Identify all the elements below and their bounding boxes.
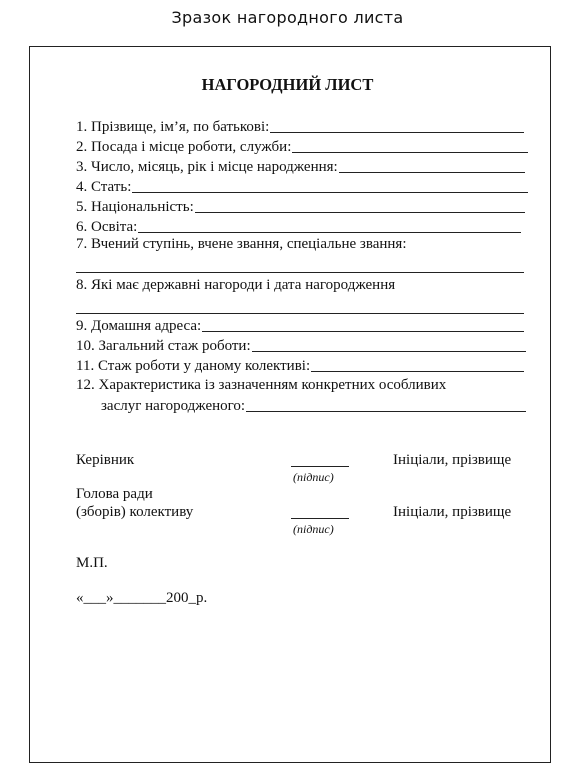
council-label-line2: (зборів) колективу	[76, 504, 194, 520]
field-line-total-experience[interactable]	[252, 351, 526, 352]
field-label-full-name: 1. Прізвище, ім’я, по батькові:	[76, 119, 270, 135]
field-line-academic-degree[interactable]	[76, 272, 524, 273]
field-label-collective-experience: 11. Стаж роботи у даному колективі:	[76, 358, 311, 374]
field-label-education: 6. Освіта:	[76, 219, 138, 235]
field-merits[interactable]	[101, 397, 526, 415]
field-label-total-experience: 10. Загальний стаж роботи:	[76, 338, 251, 354]
field-line-state-awards[interactable]	[76, 313, 524, 314]
field-nationality[interactable]	[76, 198, 525, 216]
field-label-gender: 4. Стать:	[76, 179, 132, 195]
head-initials-label: Ініціали, прізвище	[393, 452, 512, 468]
field-full-name[interactable]	[76, 118, 524, 136]
council-initials-label: Ініціали, прізвище	[393, 504, 512, 520]
field-label-position: 2. Посада і місце роботи, служби:	[76, 139, 292, 155]
document-title: НАГОРОДНИЙ ЛИСТ	[201, 75, 374, 94]
field-label-academic-degree: 7. Вчений ступінь, вчене звання, спеціальне звання:	[76, 236, 407, 252]
field-label-nationality: 5. Національність:	[76, 199, 194, 215]
field-line-full-name[interactable]	[270, 132, 524, 133]
council-signature-hint: (підпис)	[293, 522, 334, 536]
field-label-home-address: 9. Домашня адреса:	[76, 318, 202, 334]
field-home-address[interactable]	[76, 317, 524, 335]
head-signature-line[interactable]	[291, 466, 349, 467]
stamp-placeholder: М.П.	[76, 555, 108, 571]
field-collective-experience[interactable]	[76, 357, 524, 375]
field-label-characteristics: 12. Характеристика із зазначенням конкретних особливих	[76, 377, 447, 393]
field-total-experience[interactable]	[76, 337, 526, 355]
head-signature-hint: (підпис)	[293, 470, 334, 484]
field-gender[interactable]	[76, 178, 528, 196]
field-line-nationality[interactable]	[195, 212, 525, 213]
field-position[interactable]	[76, 138, 528, 156]
field-line-home-address[interactable]	[202, 331, 524, 332]
field-label-merits: заслуг нагородженого:	[101, 398, 246, 414]
council-signature-line[interactable]	[291, 518, 349, 519]
head-label: Керівник	[76, 452, 135, 468]
council-label-line1: Голова ради	[76, 486, 153, 502]
field-education[interactable]	[76, 218, 521, 236]
field-birth-info[interactable]	[76, 158, 525, 176]
field-line-education[interactable]	[138, 232, 521, 233]
field-label-birth-info: 3. Число, місяць, рік і місце народження:	[76, 159, 338, 175]
field-line-gender[interactable]	[132, 192, 528, 193]
date-line[interactable]: «___»_______200_р.	[76, 590, 208, 606]
field-line-position[interactable]	[292, 152, 528, 153]
field-label-state-awards: 8. Які має державні нагороди і дата нагородження	[76, 277, 396, 293]
field-line-collective-experience[interactable]	[311, 371, 524, 372]
field-line-birth-info[interactable]	[339, 172, 525, 173]
field-line-merits[interactable]	[246, 411, 526, 412]
page-caption: Зразок нагородного листа	[171, 8, 404, 27]
